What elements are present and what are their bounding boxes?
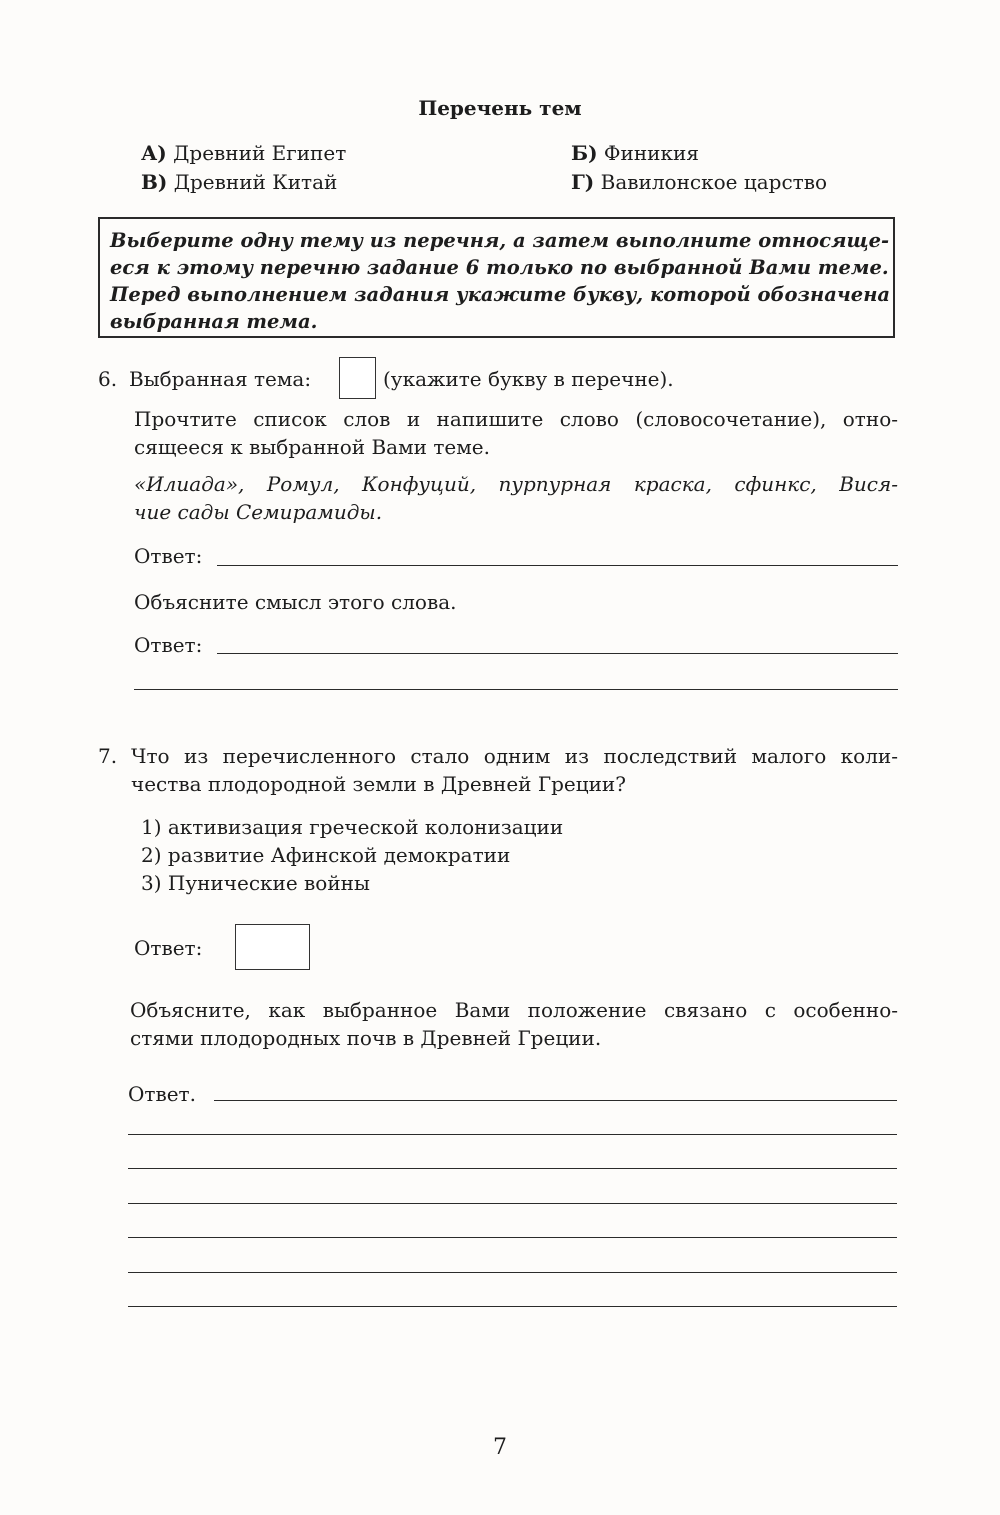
task7-option: 3) Пунические войны	[141, 871, 370, 895]
page-number: 7	[493, 1435, 507, 1460]
task7-answer-box[interactable]	[235, 924, 310, 970]
topic-v-name: Древний Китай	[173, 170, 338, 194]
task7-option: 2) развитие Афинской демократии	[141, 843, 511, 867]
task6-prompt-line: Прочтите список слов и напишите слово (словосочетание), отно-	[134, 407, 898, 431]
task6-answer-label: Ответ:	[134, 544, 203, 568]
task7-answer2-line[interactable]	[128, 1168, 897, 1169]
task7-answer2-line[interactable]	[128, 1306, 897, 1307]
instruction-box	[98, 217, 895, 338]
list-title: Перечень тем	[418, 96, 582, 120]
chosen-topic-box[interactable]	[339, 357, 376, 399]
topic-g-name: Вавилонское царство	[600, 170, 828, 194]
task7-explain-line: стями плодородных почв в Древней Греции.	[130, 1026, 602, 1050]
topic-g	[571, 168, 827, 196]
task7-number: 7.	[98, 744, 118, 768]
topic-v-letter: В)	[141, 170, 168, 194]
topic-b	[571, 139, 699, 167]
task6-answer2-label: Ответ:	[134, 633, 203, 657]
task7-question-line: Что из перечисленного стало одним из последствий малого коли-	[131, 744, 898, 768]
task7-question-line: чества плодородной земли в Древней Греции?	[131, 772, 626, 796]
task6-prompt-line: сящееся к выбранной Вами теме.	[134, 435, 490, 459]
topic-b-name: Финикия	[603, 141, 699, 165]
task7-answer2-line[interactable]	[128, 1237, 897, 1238]
topic-b-letter: Б)	[571, 141, 598, 165]
topic-a	[141, 139, 346, 167]
instruction-line: еся к этому перечню задание 6 только по выбранной Вами теме.	[110, 256, 889, 279]
task7-explain-line: Объясните, как выбранное Вами положение связано с особенно-	[130, 998, 898, 1022]
task6-answer-line[interactable]	[217, 565, 898, 566]
task7-answer2-line[interactable]	[128, 1272, 897, 1273]
task7-answer2-line[interactable]	[214, 1100, 897, 1101]
task7-answer2-label: Ответ.	[128, 1082, 196, 1106]
task6-chosen-label: Выбранная тема:	[129, 367, 312, 391]
task6-words-line: чие сады Семирамиды.	[134, 500, 383, 524]
task6-answer2-line[interactable]	[217, 653, 898, 654]
task6-words-line: «Илиада», Ромул, Конфуций, пурпурная краска, сфинкс, Вися-	[134, 472, 898, 496]
task7-answer-label: Ответ:	[134, 936, 203, 960]
instruction-line: Выберите одну тему из перечня, а затем выполните относяще-	[110, 229, 890, 252]
instruction-line: выбранная тема.	[110, 310, 318, 333]
task7-answer2-line[interactable]	[128, 1203, 897, 1204]
task7-option: 1) активизация греческой колонизации	[141, 815, 564, 839]
task6-chosen-hint: (укажите букву в перечне).	[383, 367, 674, 391]
topic-g-letter: Г)	[571, 170, 595, 194]
task6-explain-prompt: Объясните смысл этого слова.	[134, 590, 457, 614]
topic-a-letter: А)	[141, 141, 167, 165]
task6-answer2-line[interactable]	[134, 689, 898, 690]
topic-v	[141, 168, 337, 196]
topic-a-name: Древний Египет	[173, 141, 347, 165]
instruction-line: Перед выполнением задания укажите букву, которой обозначена	[110, 283, 891, 306]
task6-number: 6.	[98, 367, 118, 391]
task7-answer2-line[interactable]	[128, 1134, 897, 1135]
